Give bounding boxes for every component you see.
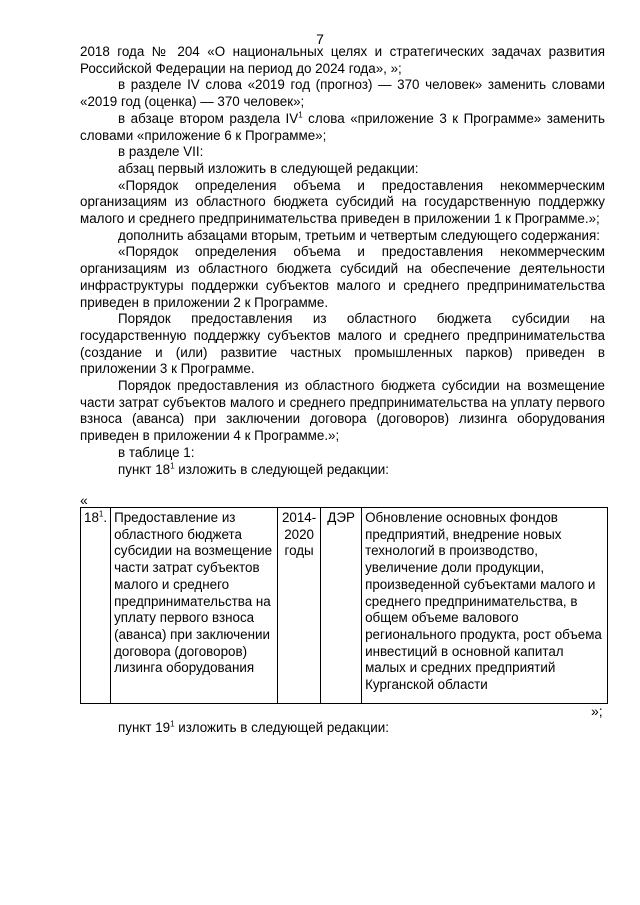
paragraph: «Порядок определения объема и предоставления некоммерческим организациям из областного бюджета субсидий на государственную поддержку малого и среднего предпринимательства приведен в приложении 1 к Программе.»; bbox=[80, 177, 605, 227]
paragraph: Порядок предоставления из областного бюджета субсидии на возмещение части затрат субъектов малого и среднего предпринимательства на уплату первого взноса (аванса) при заключении договора (договоров) лизинга оборудования приведен в приложении 4 к Программе.»; bbox=[80, 378, 605, 444]
page-number: 7 bbox=[316, 31, 324, 47]
paragraph: абзац первый изложить в следующей редакции: bbox=[118, 160, 419, 176]
paragraph: в таблице 1: bbox=[118, 444, 195, 460]
paragraph: дополнить абзацами вторым, третьим и четвертым следующего содержания: bbox=[118, 227, 600, 243]
item-name-cell: Предоставление из областного бюджета субсидии на возмещение части затрат субъектов малого и среднего предпринимательства на уплату первого взноса (аванса) при заключении договора (договоров) лизинга оборудования bbox=[111, 508, 278, 704]
table-row bbox=[81, 508, 608, 704]
paragraph: Порядок предоставления из областного бюджета субсидии на государственную поддержку субъектов малого и среднего предпринимательства (создание и (или) развитие частных промышленных парков) приведен в приложении 3 к Программе. bbox=[80, 311, 605, 377]
paragraph: в разделе VII: bbox=[118, 144, 204, 160]
program-table bbox=[80, 507, 608, 704]
body-text bbox=[80, 44, 605, 478]
last-line: пункт $19^1$ изложить в следующей редакции: bbox=[118, 719, 389, 735]
paragraph: в разделе IV слова «2019 год (прогноз) — 370 человек» заменить словами «2019 год (оценка) — 370 человек»; bbox=[80, 77, 605, 110]
item-result-cell: Обновление основных фондов предприятий, внедрение новых технологий в производство, увеличение доли продукции, произведенной субъектами малого и среднего предпринимательства, в общем объеме валового регионального продукта, рост объема инвестиций в основной капитал малых и средних предприятий Курганской области bbox=[362, 508, 608, 704]
opening-quote: « bbox=[80, 492, 88, 508]
item-number-cell: $18^1$. bbox=[81, 508, 111, 704]
item-executor-cell: ДЭР bbox=[321, 508, 362, 704]
paragraph: пункт $18^1$ изложить в следующей редакции: bbox=[118, 461, 389, 477]
paragraph: 2018 года № 204 «О национальных целях и стратегических задачах развития Российской Федерации на период до 2024 года», »; bbox=[80, 44, 605, 76]
paragraph: в абзаце втором раздела $IV^1$ слова «приложение 3 к Программе» заменить словами «приложение 6 к Программе»; bbox=[80, 110, 605, 143]
paragraph: «Порядок определения объема и предоставления некоммерческим организациям из областного бюджета субсидий на обеспечение деятельности инфраструктуры поддержки субъектов малого и среднего предпринимательства приведен в приложении 2 к Программе. bbox=[80, 244, 605, 310]
item-years-cell: 2014-2020 годы bbox=[278, 508, 321, 704]
closing-quote: »; bbox=[591, 703, 603, 719]
